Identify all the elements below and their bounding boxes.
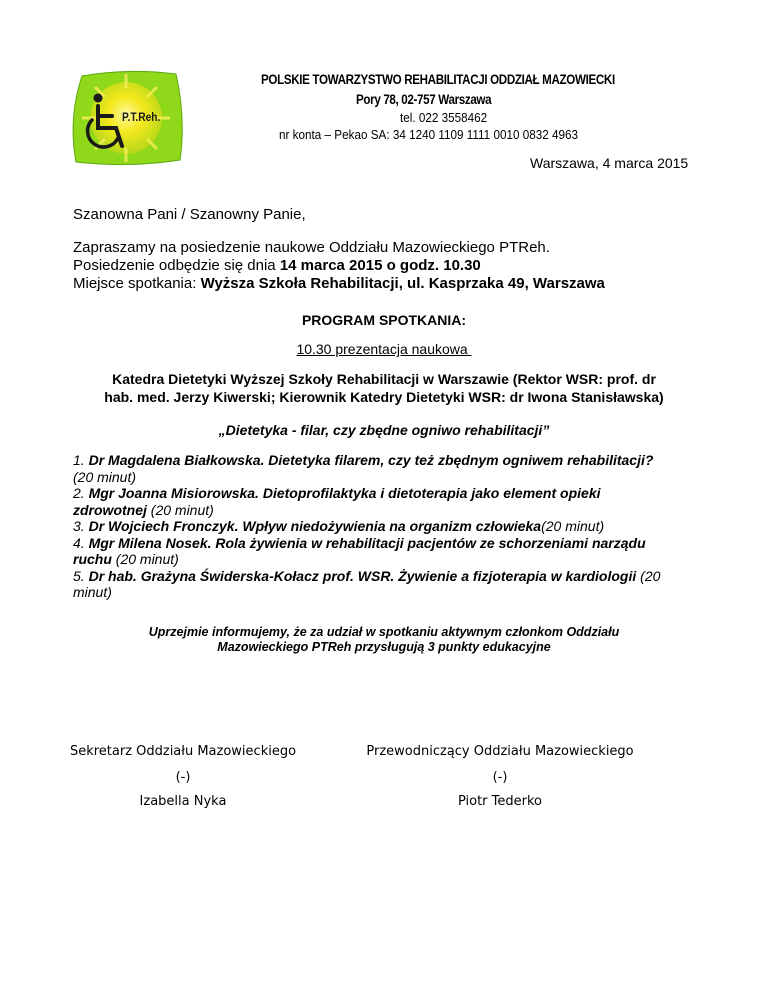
- notice-line-1: Uprzejmie informujemy, że za udział w spotkaniu aktywnym członkom Oddziału: [148, 625, 620, 639]
- signature-role-secretary: Sekretarz Oddziału Mazowieckiego: [69, 744, 297, 759]
- letter-date: Warszawa, 4 marca 2015: [530, 155, 689, 171]
- intro-place-label: Miejsce spotkania:: [73, 275, 201, 292]
- intro-line-1: Zapraszamy na posiedzenie naukowe Oddziału Mazowieckiego PTReh.: [73, 239, 550, 256]
- signature-mark-chairman: (-): [492, 770, 508, 785]
- list-item: 2. Mgr Joanna Misiorowska. Dietoprofilaktyka i dietoterapia jako element opieki zdrowotnej (20 minut): [73, 485, 601, 518]
- intro-line-2: [73, 257, 481, 275]
- organization-logo: [68, 68, 188, 168]
- organizer-line-1: Katedra Dietetyki Wyższej Szkoły Rehabilitacji w Warszawie (Rektor WSR: prof. dr: [112, 371, 656, 387]
- program-heading: PROGRAM SPOTKANIA:: [301, 312, 467, 328]
- program-time: 10.30 prezentacja naukowa: [296, 341, 472, 357]
- signature-name-chairman: Piotr Tederko: [457, 794, 543, 809]
- organization-phone: tel. 022 3558462: [400, 110, 488, 125]
- education-points-notice: [0, 625, 768, 655]
- signature-role-chairman: Przewodniczący Oddziału Mazowieckiego: [366, 744, 634, 759]
- list-item: 1. Dr Magdalena Białkowska. Dietetyka filarem, czy też zbędnym ogniwem rehabilitacji? (20 minut): [73, 452, 654, 485]
- organization-address: Pory 78, 02-757 Warszawa: [356, 92, 492, 107]
- intro-date-label: Posiedzenie odbędzie się dnia: [73, 257, 280, 274]
- list-item: 4. Mgr Milena Nosek. Rola żywienia w rehabilitacji pacjentów ze schorzeniami narządu ruchu (20 minut): [73, 534, 646, 567]
- logo-text: P.T.Reh.: [122, 110, 161, 124]
- organization-name: POLSKIE TOWARZYSTWO REHABILITACJI ODDZIAŁ MAZOWIECKI: [261, 72, 615, 87]
- bank-account: nr konta – Pekao SA: 34 1240 1109 1111 0010 0832 4963: [279, 127, 579, 142]
- meeting-place: Wyższa Szkoła Rehabilitacji, ul. Kasprzaka 49, Warszawa: [200, 275, 605, 292]
- list-item: 5. Dr hab. Grażyna Świderska-Kołacz prof. WSR. Żywienie a fizjoterapia w kardiologii (20 minut): [73, 567, 661, 600]
- signature-name-secretary: Izabella Nyka: [139, 794, 227, 809]
- program-list: [73, 452, 673, 601]
- organizer-line-2: hab. med. Jerzy Kiwerski; Kierownik Katedry Dietetyki WSR: dr Iwona Stanisławska): [104, 389, 664, 405]
- notice-line-2: Mazowieckiego PTReh przysługują 3 punkty edukacyjne: [217, 640, 551, 654]
- greeting: Szanowna Pani / Szanowny Panie,: [73, 206, 306, 223]
- meeting-datetime: 14 marca 2015 o godz. 10.30: [279, 257, 481, 274]
- list-item: 3. Dr Wojciech Fronczyk. Wpływ niedożywienia na organizm człowieka(20 minut): [73, 518, 605, 534]
- intro-line-3: [73, 275, 605, 293]
- signature-mark-secretary: (-): [175, 770, 191, 785]
- program-theme: „Dietetyka - filar, czy zbędne ogniwo rehabilitacji”: [218, 422, 550, 438]
